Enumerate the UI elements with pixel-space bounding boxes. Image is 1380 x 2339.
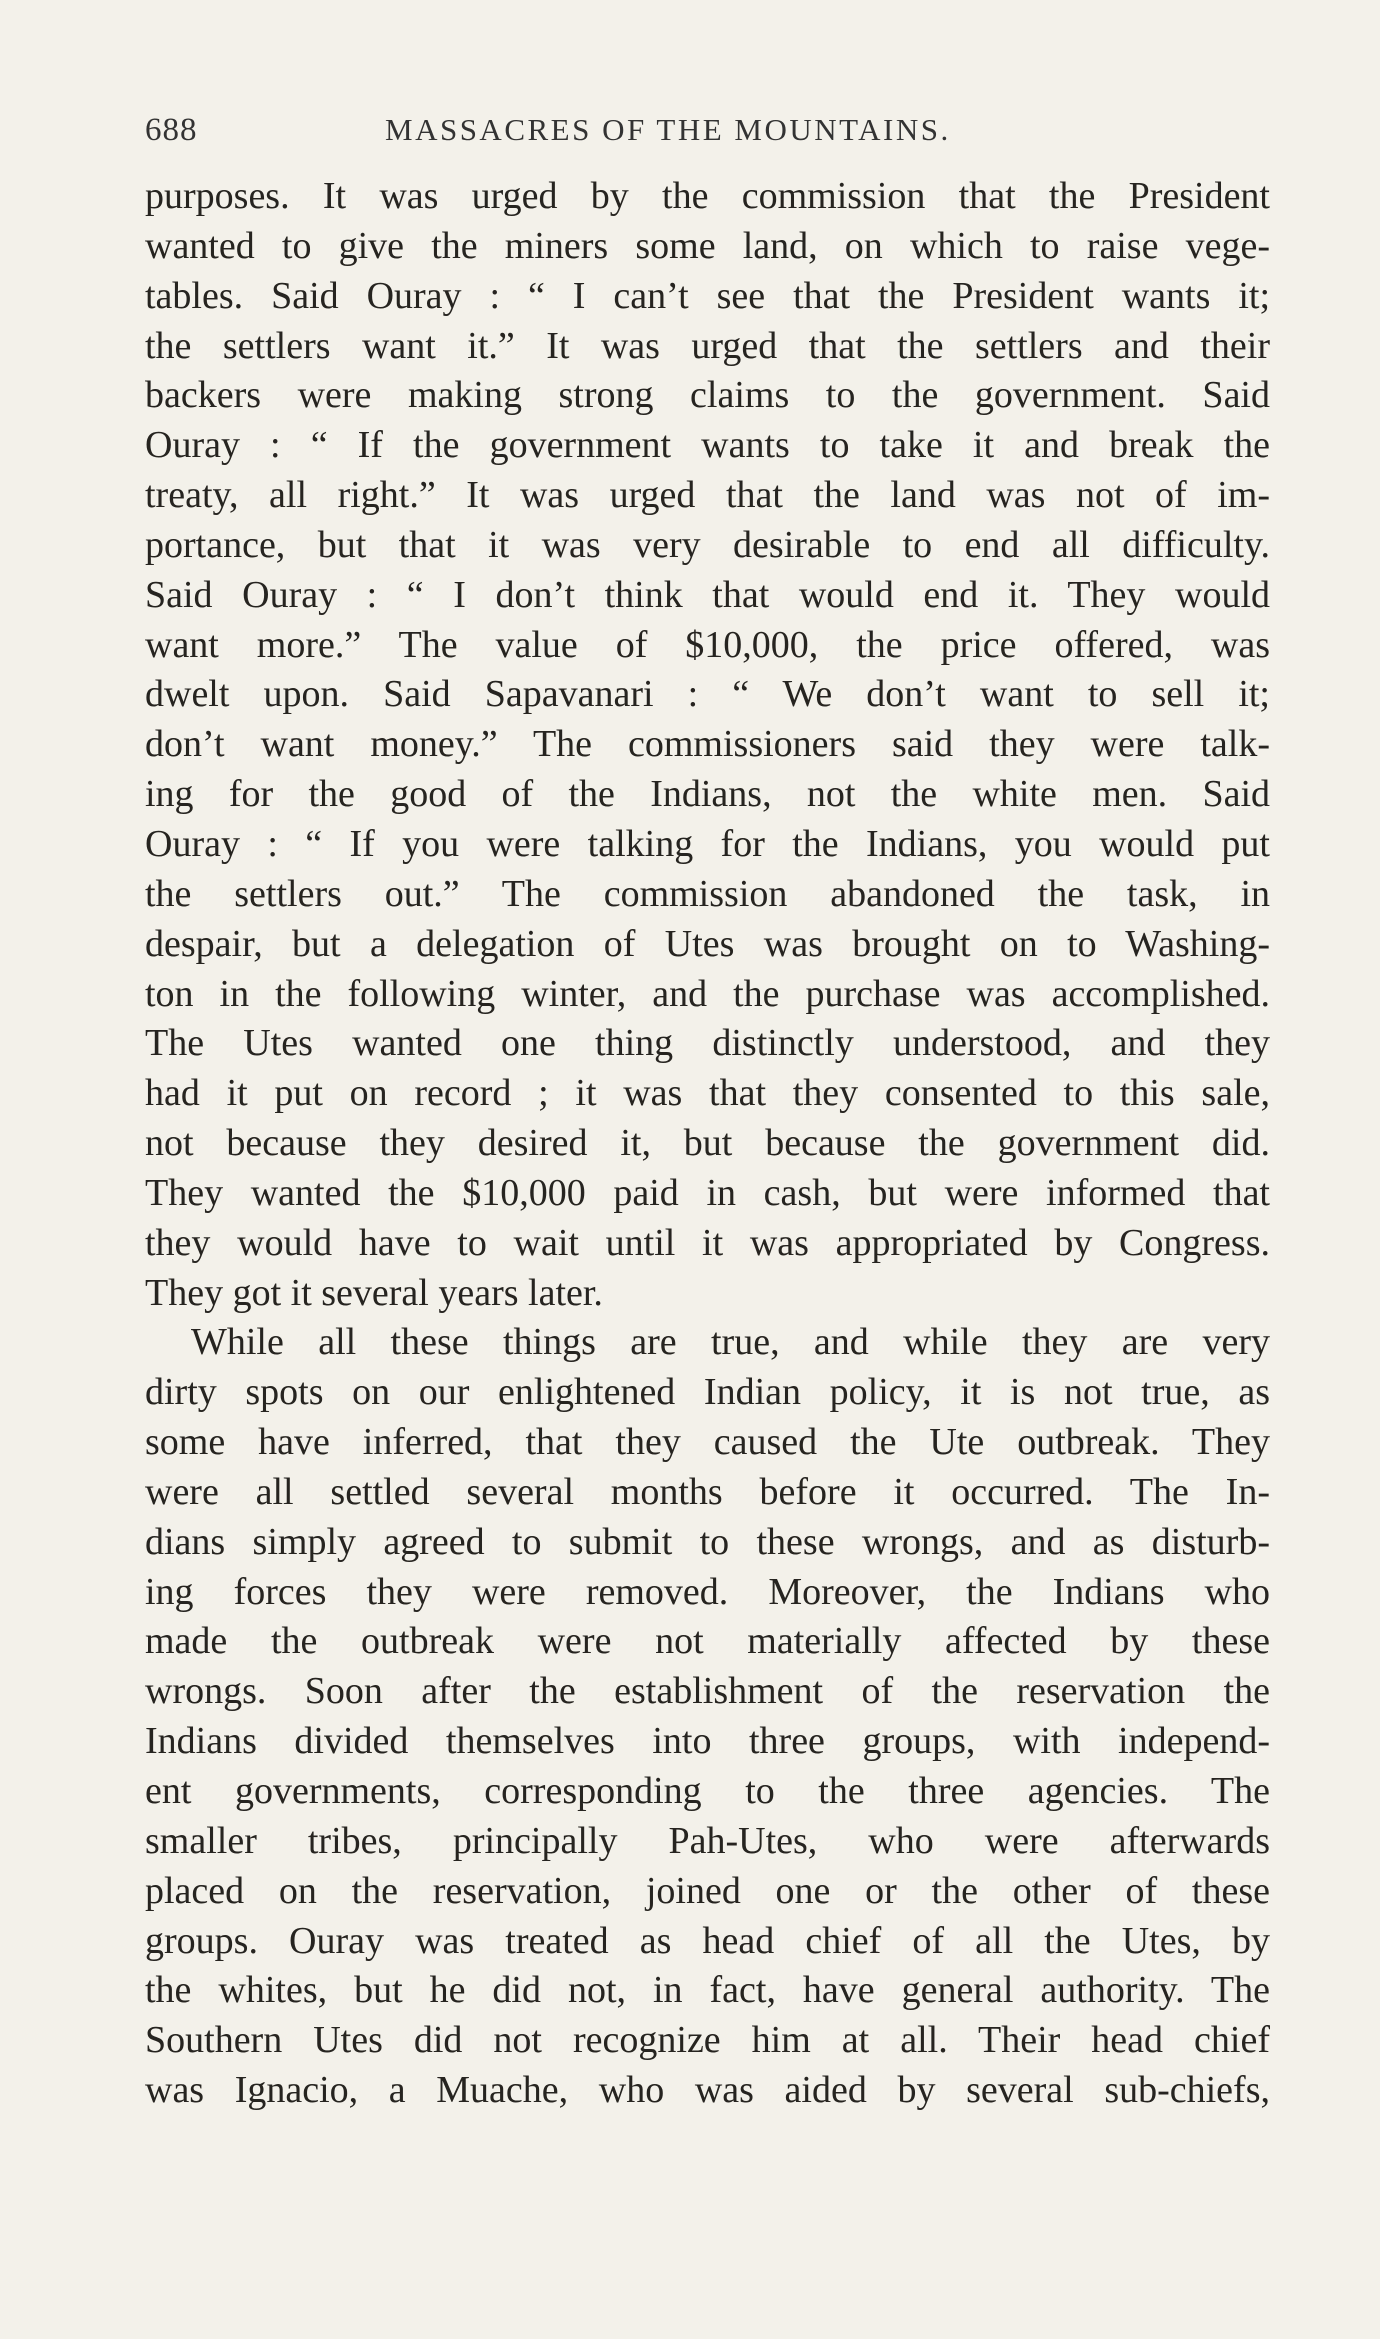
- text-line: They wanted the $10,000 paid in cash, but were informed that: [145, 1171, 1270, 1214]
- text-line: treaty, all right.” It was urged that the land was not of im-: [145, 474, 1270, 517]
- text-line: the settlers out.” The commission abandoned the task, in: [145, 872, 1270, 915]
- running-head: [145, 112, 1260, 152]
- text-line: wrongs. Soon after the establishment of the reservation the: [145, 1670, 1270, 1713]
- text-line: dirty spots on our enlightened Indian policy, it is not true, as: [145, 1371, 1270, 1414]
- text-line: ing forces they were removed. Moreover, the Indians who: [145, 1570, 1270, 1613]
- page-number: 688: [145, 112, 198, 148]
- text-line: despair, but a delegation of Utes was brought on to Washing-: [145, 922, 1270, 965]
- text-line: Ouray : “ If you were talking for the Indians, you would put: [145, 822, 1270, 865]
- text-line: the whites, but he did not, in fact, have general authority. The: [145, 1969, 1270, 2012]
- text-line: don’t want money.” The commissioners said they were talk-: [145, 723, 1270, 766]
- text-line: they would have to wait until it was appropriated by Congress.: [145, 1221, 1270, 1264]
- paragraph-end-line: They got it several years later.: [145, 1271, 603, 1314]
- text-line: made the outbreak were not materially affected by these: [145, 1620, 1270, 1663]
- text-line: dians simply agreed to submit to these wrongs, and as disturb-: [145, 1520, 1270, 1563]
- text-line: the settlers want it.” It was urged that the settlers and their: [145, 324, 1270, 367]
- text-line: ton in the following winter, and the purchase was accomplished.: [145, 972, 1270, 1015]
- text-line: The Utes wanted one thing distinctly understood, and they: [145, 1022, 1270, 1065]
- running-title: MASSACRES OF THE MOUNTAINS.: [385, 112, 951, 147]
- text-line: Indians divided themselves into three groups, with independ-: [145, 1720, 1270, 1763]
- text-line: not because they desired it, but because the government did.: [145, 1122, 1270, 1165]
- text-line: was Ignacio, a Muache, who was aided by several sub-chiefs,: [145, 2069, 1270, 2112]
- text-line: purposes. It was urged by the commission that the President: [145, 175, 1270, 217]
- text-line: Ouray : “ If the government wants to take it and break the: [145, 424, 1270, 467]
- paragraph-start-line: While all these things are true, and while they are very: [191, 1321, 1270, 1364]
- text-line: Southern Utes did not recognize him at all. Their head chief: [145, 2019, 1270, 2062]
- text-line: groups. Ouray was treated as head chief of all the Utes, by: [145, 1919, 1270, 1962]
- text-line: some have inferred, that they caused the Ute outbreak. They: [145, 1421, 1270, 1464]
- text-line: were all settled several months before it occurred. The In-: [145, 1470, 1270, 1513]
- text-line: tables. Said Ouray : “ I can’t see that the President wants it;: [145, 274, 1270, 317]
- text-line: backers were making strong claims to the government. Said: [145, 374, 1270, 417]
- text-line: want more.” The value of $10,000, the price offered, was: [145, 623, 1270, 666]
- text-line: wanted to give the miners some land, on which to raise vege-: [145, 224, 1270, 267]
- body-text: [145, 172, 1270, 2116]
- text-line: dwelt upon. Said Sapavanari : “ We don’t want to sell it;: [145, 673, 1270, 716]
- text-line: placed on the reservation, joined one or the other of these: [145, 1869, 1270, 1912]
- text-line: Said Ouray : “ I don’t think that would end it. They would: [145, 573, 1270, 616]
- text-line: portance, but that it was very desirable to end all difficulty.: [145, 523, 1270, 566]
- text-line: smaller tribes, principally Pah-Utes, who were afterwards: [145, 1819, 1270, 1862]
- text-line: ent governments, corresponding to the three agencies. The: [145, 1770, 1270, 1812]
- text-line: had it put on record ; it was that they consented to this sale,: [145, 1072, 1270, 1115]
- text-line: ing for the good of the Indians, not the white men. Said: [145, 773, 1270, 816]
